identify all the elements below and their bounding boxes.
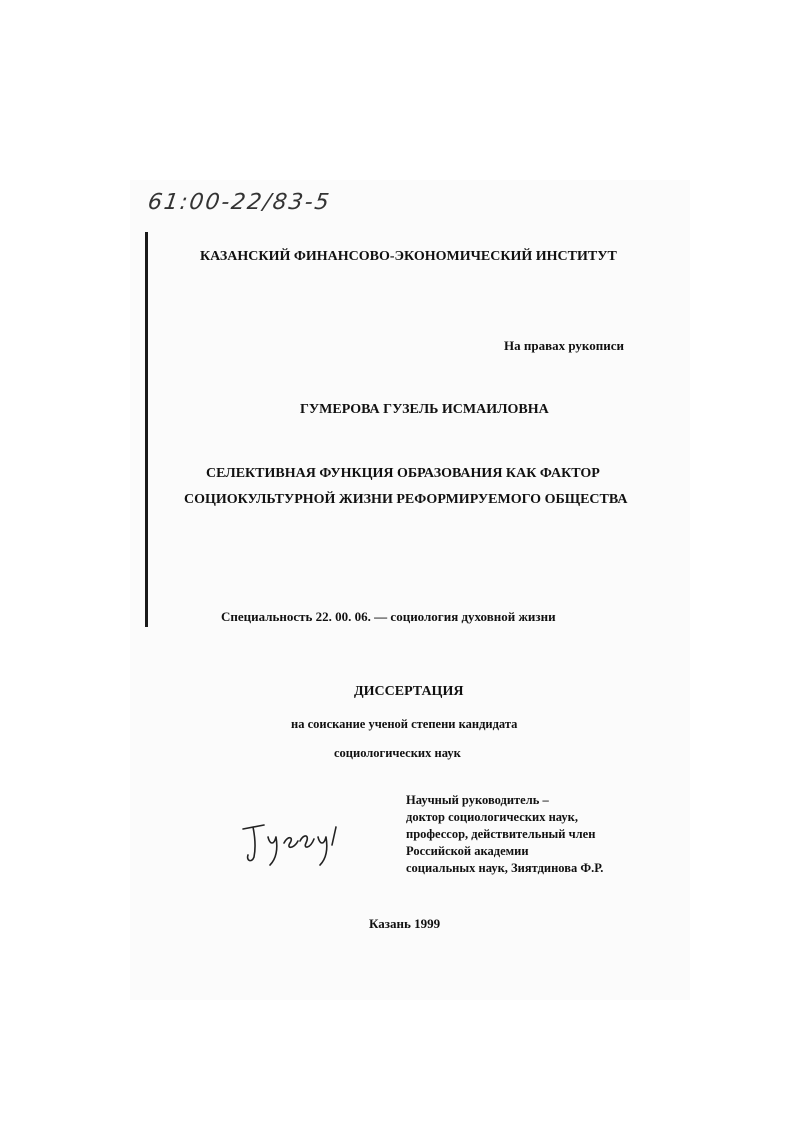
work-type: ДИССЕРТАЦИЯ [354, 684, 464, 699]
city-year: Казань 1999 [369, 916, 441, 931]
institute-name: КАЗАНСКИЙ ФИНАНСОВО-ЭКОНОМИЧЕСКИЙ ИНСТИТУТ [200, 249, 617, 264]
archive-code: 61:00-22/83-5 [146, 190, 333, 215]
advisor-block [406, 792, 603, 877]
rights-note: На правах рукописи [504, 338, 624, 353]
advisor-line-2: доктор социологических наук, [406, 810, 578, 824]
title-line-2: СОЦИОКУЛЬТУРНОЙ ЖИЗНИ РЕФОРМИРУЕМОГО ОБЩЕСТВА [184, 492, 628, 507]
advisor-line-3: профессор, действительный член [406, 827, 596, 841]
advisor-line-1: Научный руководитель – [406, 793, 549, 807]
advisor-line-4: Российской академии [406, 844, 529, 858]
author-name: ГУМЕРОВА ГУЗЕЛЬ ИСМАИЛОВНА [300, 402, 549, 417]
advisor-line-5: социальных наук, Зиятдинова Ф.Р. [406, 861, 604, 875]
degree-line-1: на соискание ученой степени кандидата [291, 717, 518, 731]
handwritten-signature [238, 815, 358, 870]
title-line-1: СЕЛЕКТИВНАЯ ФУНКЦИЯ ОБРАЗОВАНИЯ КАК ФАКТОР [206, 466, 600, 481]
scan-margin-line [145, 232, 148, 627]
scanned-page [130, 180, 690, 1000]
degree-line-2: социологических наук [334, 746, 461, 760]
specialty: Специальность 22. 00. 06. — социология духовной жизни [221, 609, 556, 624]
